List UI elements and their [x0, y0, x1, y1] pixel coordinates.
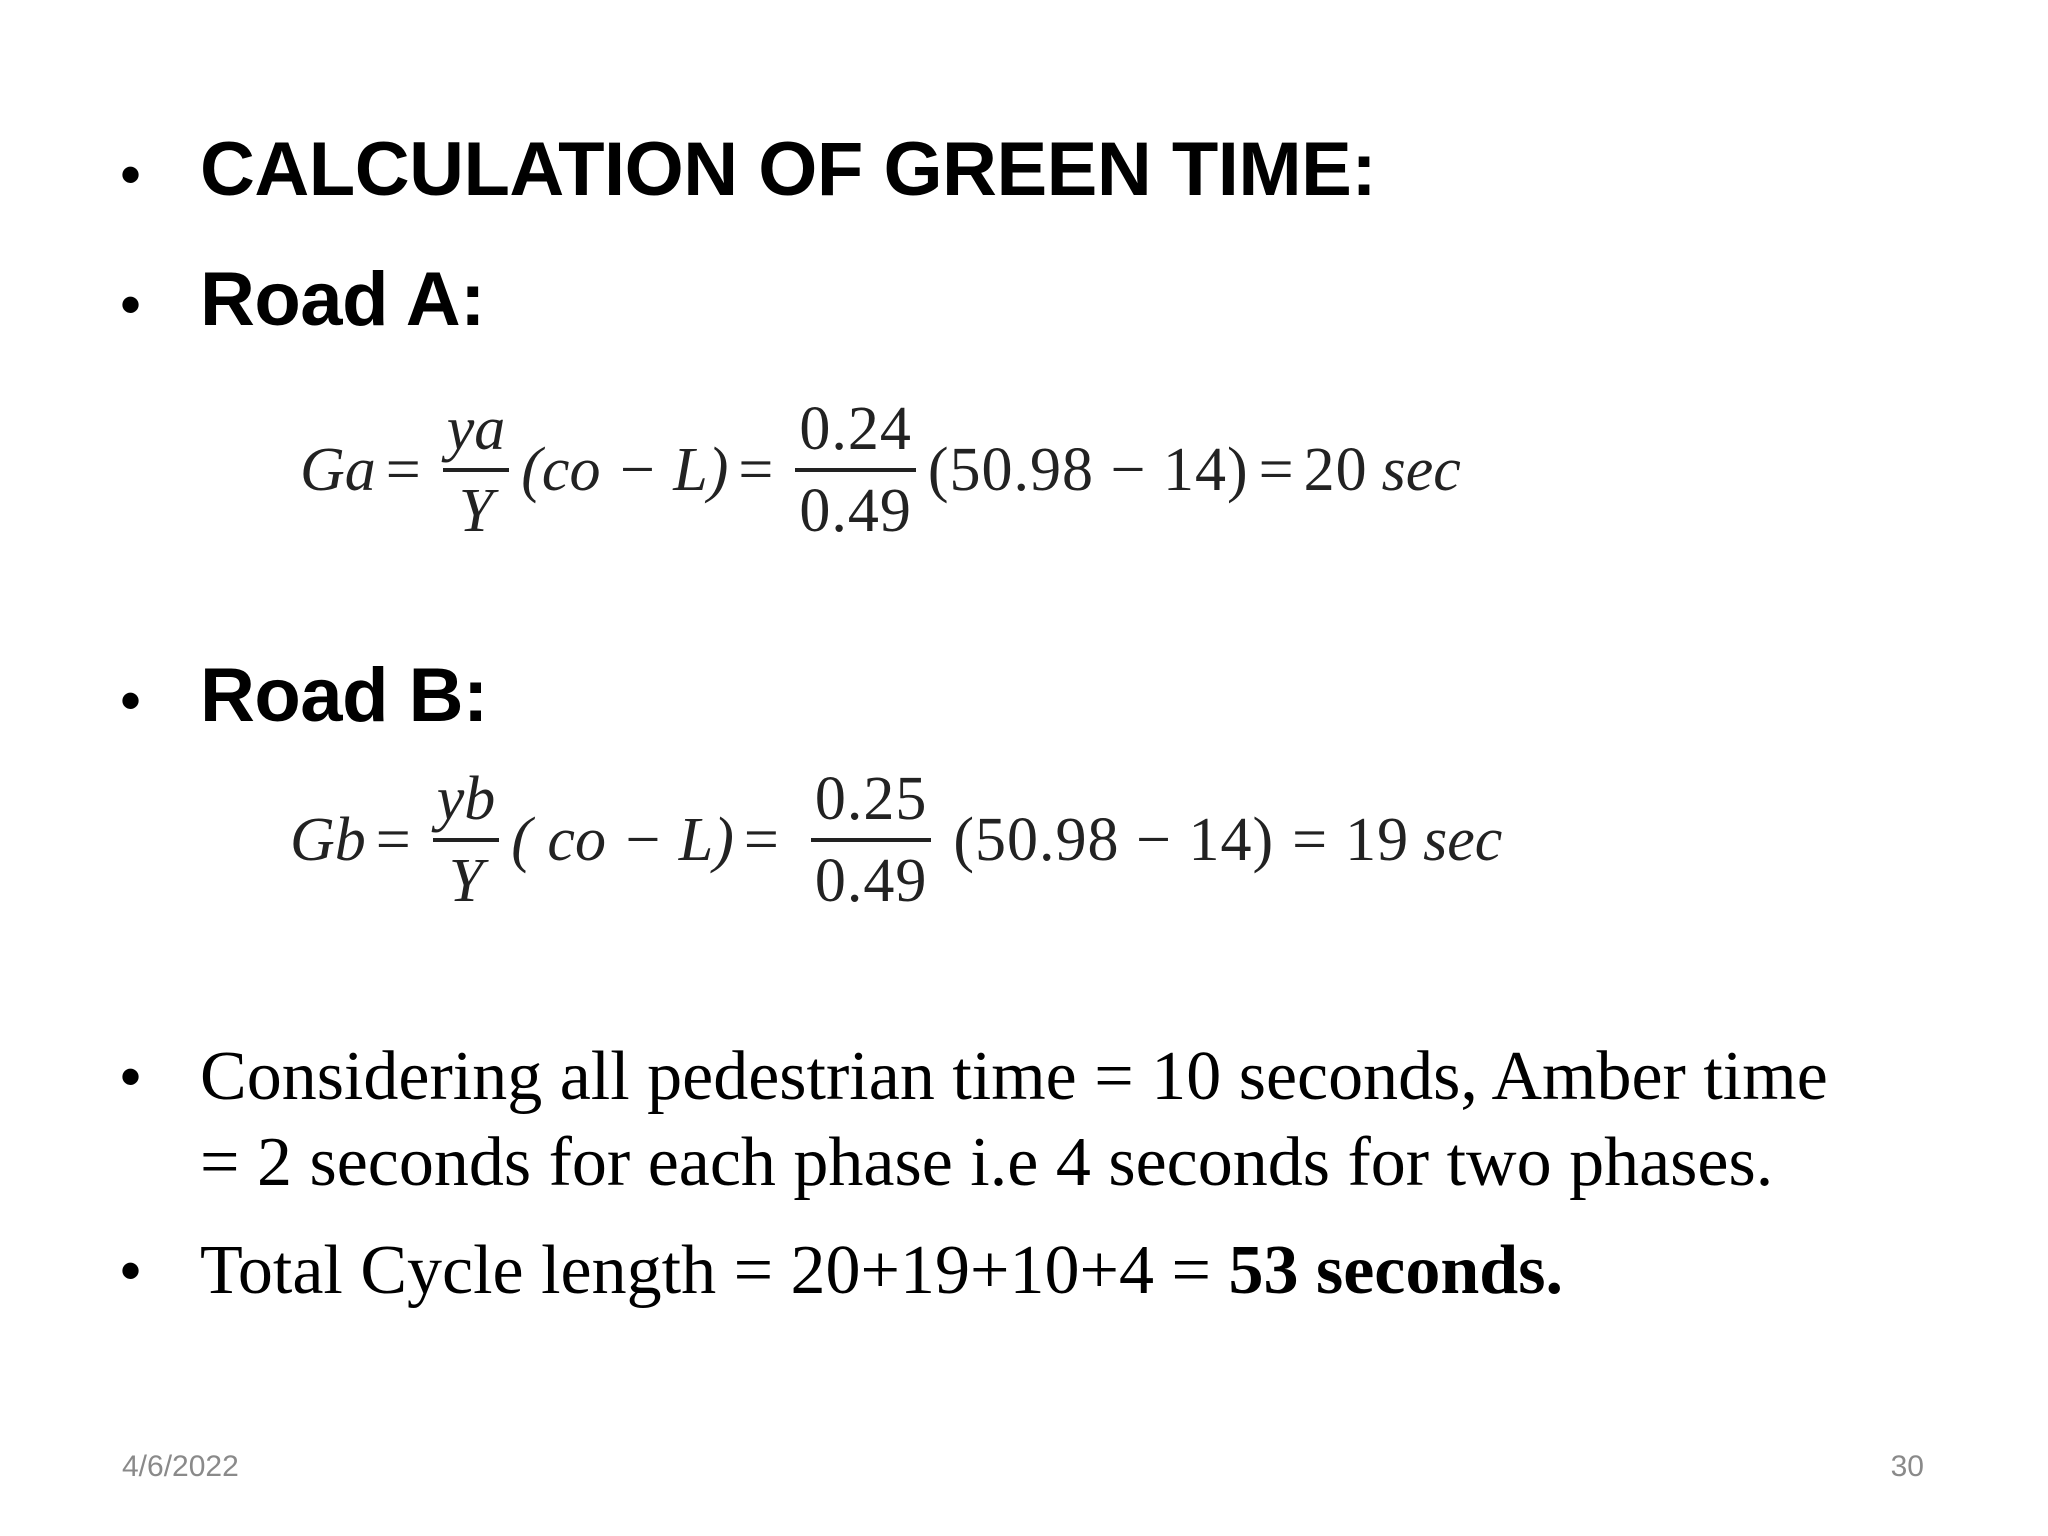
equation-term: ( co − L) — [511, 805, 734, 874]
road-b-label: Road B: — [200, 653, 488, 738]
fraction-ratio — [443, 395, 510, 545]
cycle-text — [200, 1228, 1563, 1314]
bullet-icon: • — [120, 1043, 142, 1110]
road-a-label: Road A: — [200, 257, 485, 342]
equation-road-b — [290, 765, 1503, 915]
equals-sign: = — [1292, 805, 1328, 874]
equation-lhs: Ga — [300, 435, 376, 504]
cycle-result: 53 seconds. — [1228, 1232, 1563, 1309]
bullet-icon: • — [120, 271, 142, 338]
fraction-denominator: 0.49 — [799, 477, 912, 545]
fraction-bar — [795, 468, 916, 472]
fraction-bar — [443, 468, 510, 472]
equation-result: 20 — [1303, 435, 1368, 504]
bullet-icon: • — [120, 1237, 142, 1304]
footer-date: 4/6/2022 — [122, 1450, 239, 1483]
fraction-denominator: 0.49 — [814, 847, 928, 915]
fraction-bar — [811, 838, 932, 842]
slide-heading: CALCULATION OF GREEN TIME: — [200, 127, 1377, 212]
equation-paren-expression: (50.98 − 14) — [927, 435, 1249, 504]
fraction-denominator: Y — [458, 477, 494, 545]
fraction-bar — [433, 838, 500, 842]
pedestrian-text — [200, 1034, 1828, 1206]
equation-unit: sec — [1381, 435, 1461, 504]
equals-sign: = — [1258, 435, 1294, 504]
equals-sign: = — [738, 435, 774, 504]
fraction-numerator: 0.25 — [814, 765, 928, 833]
equals-sign: = — [375, 805, 411, 874]
equals-sign: = — [385, 435, 421, 504]
fraction-values — [795, 395, 916, 545]
equation-result: 19 — [1345, 805, 1410, 874]
fraction-numerator: yb — [436, 765, 496, 833]
bullet-item-pedestrian — [120, 1034, 1828, 1206]
equals-sign: = — [743, 805, 779, 874]
equation-road-a — [300, 395, 1461, 545]
equation-paren-expression: (50.98 − 14) — [953, 805, 1275, 874]
bullet-item-road-a — [120, 257, 485, 342]
bullet-icon: • — [120, 667, 142, 734]
fraction-ratio — [433, 765, 500, 915]
equation-unit: sec — [1423, 805, 1503, 874]
fraction-numerator: ya — [446, 395, 506, 463]
pedestrian-line-1: Considering all pedestrian time = 10 seconds, Amber time — [200, 1038, 1828, 1115]
pedestrian-line-2: = 2 seconds for each phase i.e 4 seconds for two phases. — [200, 1124, 1774, 1201]
equation-term: (co − L) — [521, 435, 729, 504]
bullet-icon: • — [120, 141, 142, 208]
bullet-item-road-b — [120, 653, 488, 738]
fraction-numerator: 0.24 — [799, 395, 912, 463]
bullet-item-heading — [120, 127, 1377, 212]
equation-lhs: Gb — [290, 805, 366, 874]
fraction-values — [811, 765, 932, 915]
fraction-denominator: Y — [448, 847, 484, 915]
bullet-item-cycle — [120, 1228, 1563, 1314]
cycle-prefix: Total Cycle length = 20+19+10+4 = — [200, 1232, 1229, 1309]
page-number: 30 — [1890, 1450, 1924, 1483]
